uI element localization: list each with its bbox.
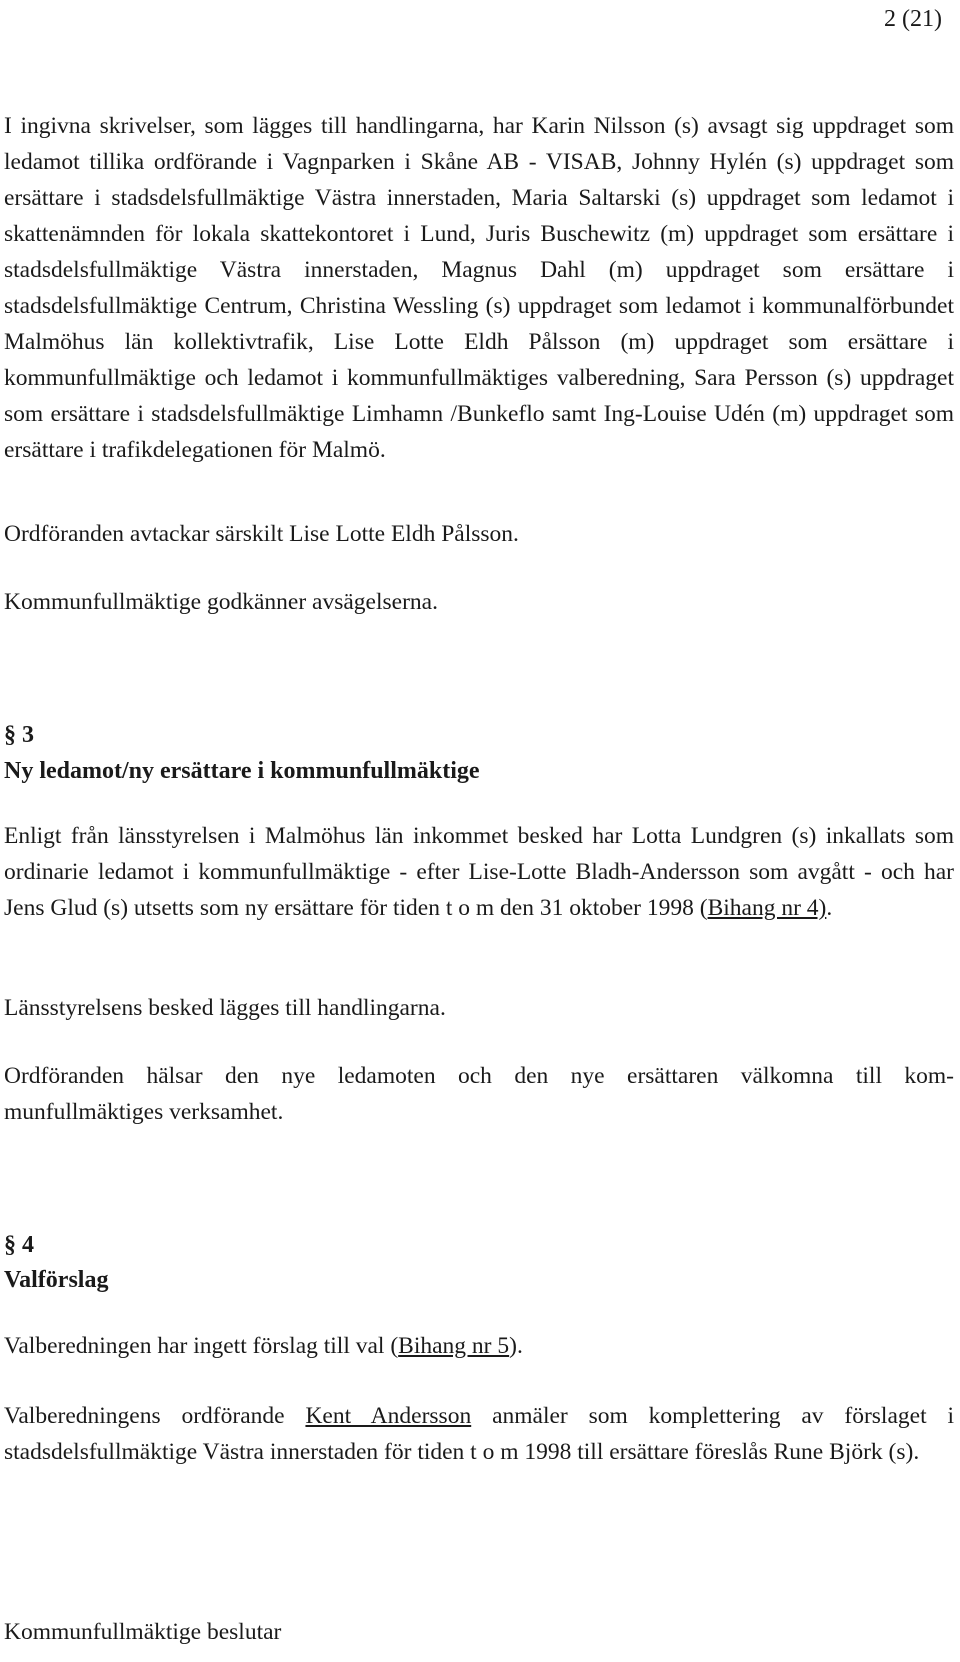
section-4-paragraph-3: Kommunfullmäktige beslutar (4, 1619, 282, 1645)
section-3-paragraph-1-text: Enligt från länsstyrelsen i Malmöhus län inkommet besked har Lotta Lundgren (s) inkallats som ordinarie ledamot i kommunfullmäktige - efter Lise-Lotte Bladh-Andersson som avgått - och har Jens Glud (s) utsetts som ny ersättare för tiden t o m den 31 oktober 1998 ( (4, 823, 954, 921)
chair-thanks-paragraph: Ordföranden avtackar särskilt Lise Lotte Eldh Pålsson. (4, 521, 519, 547)
section-3-paragraph-3-line-2: munfullmäktiges verksamhet. (4, 1099, 284, 1125)
bihang-5-link[interactable]: Bihang nr 5 (398, 1333, 510, 1359)
section-4-paragraph-1 (4, 1328, 954, 1364)
section-4-title: Valförslag (4, 1267, 109, 1293)
section-3-paragraph-1 (4, 818, 954, 926)
section-3-paragraph-3 (4, 1058, 954, 1130)
section-3-paragraph-3-line-1: Ordföranden hälsar den nye ledamoten och den nye ersättaren välkomna till kom- (4, 1063, 954, 1089)
page-number: 2 (21) (884, 6, 942, 32)
section-4-paragraph-2 (4, 1398, 954, 1470)
section-4-mark: § 4 (4, 1232, 34, 1258)
kent-andersson-link[interactable]: Kent Andersson (305, 1403, 472, 1429)
bihang-4-link[interactable]: Bihang nr 4) (707, 895, 827, 921)
section-3-title: Ny ledamot/ny ersättare i kommunfullmäktige (4, 758, 480, 784)
section-4-paragraph-2-start: Valberedningens ordförande (4, 1403, 306, 1429)
section-4-paragraph-2-rest: anmäler som komplettering av förslaget i stadsdelsfullmäktige Västra innerstaden för tiden t o m 1998 till ersättare föreslås Rune Björk (s). (4, 1403, 954, 1465)
section-3-paragraph-1-end: . (826, 895, 833, 921)
section-4-paragraph-1-text: Valberedningen har ingett förslag till val ( (4, 1333, 399, 1359)
section-3-mark: § 3 (4, 722, 34, 748)
section-3-paragraph-2: Länsstyrelsens besked lägges till handlingarna. (4, 995, 446, 1021)
approval-paragraph: Kommunfullmäktige godkänner avsägelserna. (4, 589, 438, 615)
resignations-paragraph: I ingivna skrivelser, som lägges till handlingarna, har Karin Nilsson (s) avsagt sig uppdraget som ledamot tillika ordförande i Vagnparken i Skåne AB - VISAB, Johnny Hylén (s) uppdraget som ersättare i stadsdelsfullmäktige Västra innerstaden, Maria Saltarski (s) uppdraget som ledamot i skattenämnden för lokala skattekontoret i Lund, Juris Buschewitz (m) uppdraget som ersättare i stadsdelsfullmäktige Västra innerstaden, Magnus Dahl (m) uppdraget som ersättare i stadsdelsfullmäktige Centrum, Christina Wessling (s) uppdraget som ledamot i kommunalförbundet Malmöhus län kollektivtrafik, Lise Lotte Eldh Pålsson (m) uppdraget som ersättare i kommunfullmäktige och ledamot i kommunfullmäktiges valberedning, Sara Persson (s) uppdraget som ersättare i stadsdelsfullmäktige Limhamn /Bunkeflo samt Ing-Louise Udén (m) uppdraget som ersättare i trafikdelegationen för Malmö. (4, 113, 954, 463)
section-4-paragraph-1-end: ). (509, 1333, 523, 1359)
